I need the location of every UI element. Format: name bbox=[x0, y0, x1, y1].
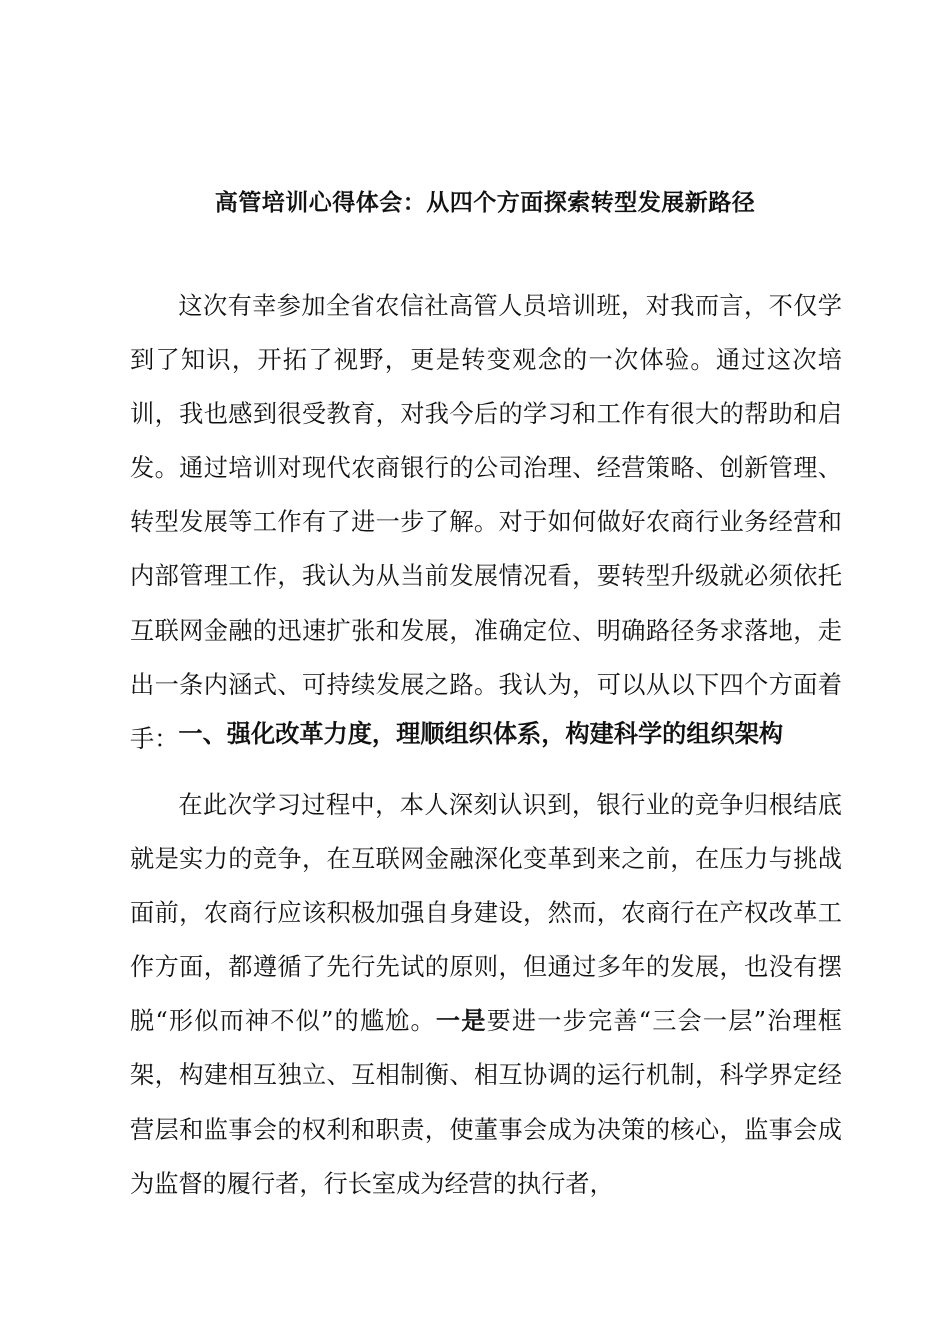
section1-point-marker: 一是 bbox=[435, 1006, 487, 1036]
section1-paragraph bbox=[130, 778, 842, 1211]
document-title: 高管培训心得体会：从四个方面探索转型发展新路径 bbox=[214, 189, 756, 216]
section1-paragraph-text-1: 在此次学习过程中，本人深刻认识到，银行业的竞争归根结底就是实力的竞争，在互联网金融深化变革到来之前，在压力与挑战面前，农商行应该积极加强自身建设，然而，农商行在产权改革工作方面，都遵循了先行先试的原则，但通过多年的发展，也没有摆脱“形似而神不似”的尴尬。 bbox=[130, 791, 842, 1036]
intro-paragraph: 这次有幸参加全省农信社高管人员培训班，对我而言，不仅学到了知识，开拓了视野，更是转变观念的一次体验。通过这次培训，我也感到很受教育，对我今后的学习和工作有很大的帮助和启发。通过培训对现代农商银行的公司治理、经营策略、创新管理、转型发展等工作有了进一步了解。对于如何做好农商行业务经营和内部管理工作，我认为从当前发展情况看，要转型升级就必须依托互联网金融的迅速扩张和发展，准确定位、明确路径务求落地，走出一条内涵式、可持续发展之路。我认为，可以从以下四个方面着手： bbox=[130, 292, 842, 753]
section-heading-1: 一、强化改革力度，理顺组织体系，构建科学的组织架构 bbox=[178, 719, 784, 748]
section1-paragraph-text-2: 要进一步完善“三会一层”治理框架，构建相互独立、互相制衡、相互协调的运行机制，科学界定经营层和监事会的权利和职责，使董事会成为决策的核心，监事会成为监督的履行者，行长室成为经营的执行者， bbox=[130, 1007, 842, 1198]
